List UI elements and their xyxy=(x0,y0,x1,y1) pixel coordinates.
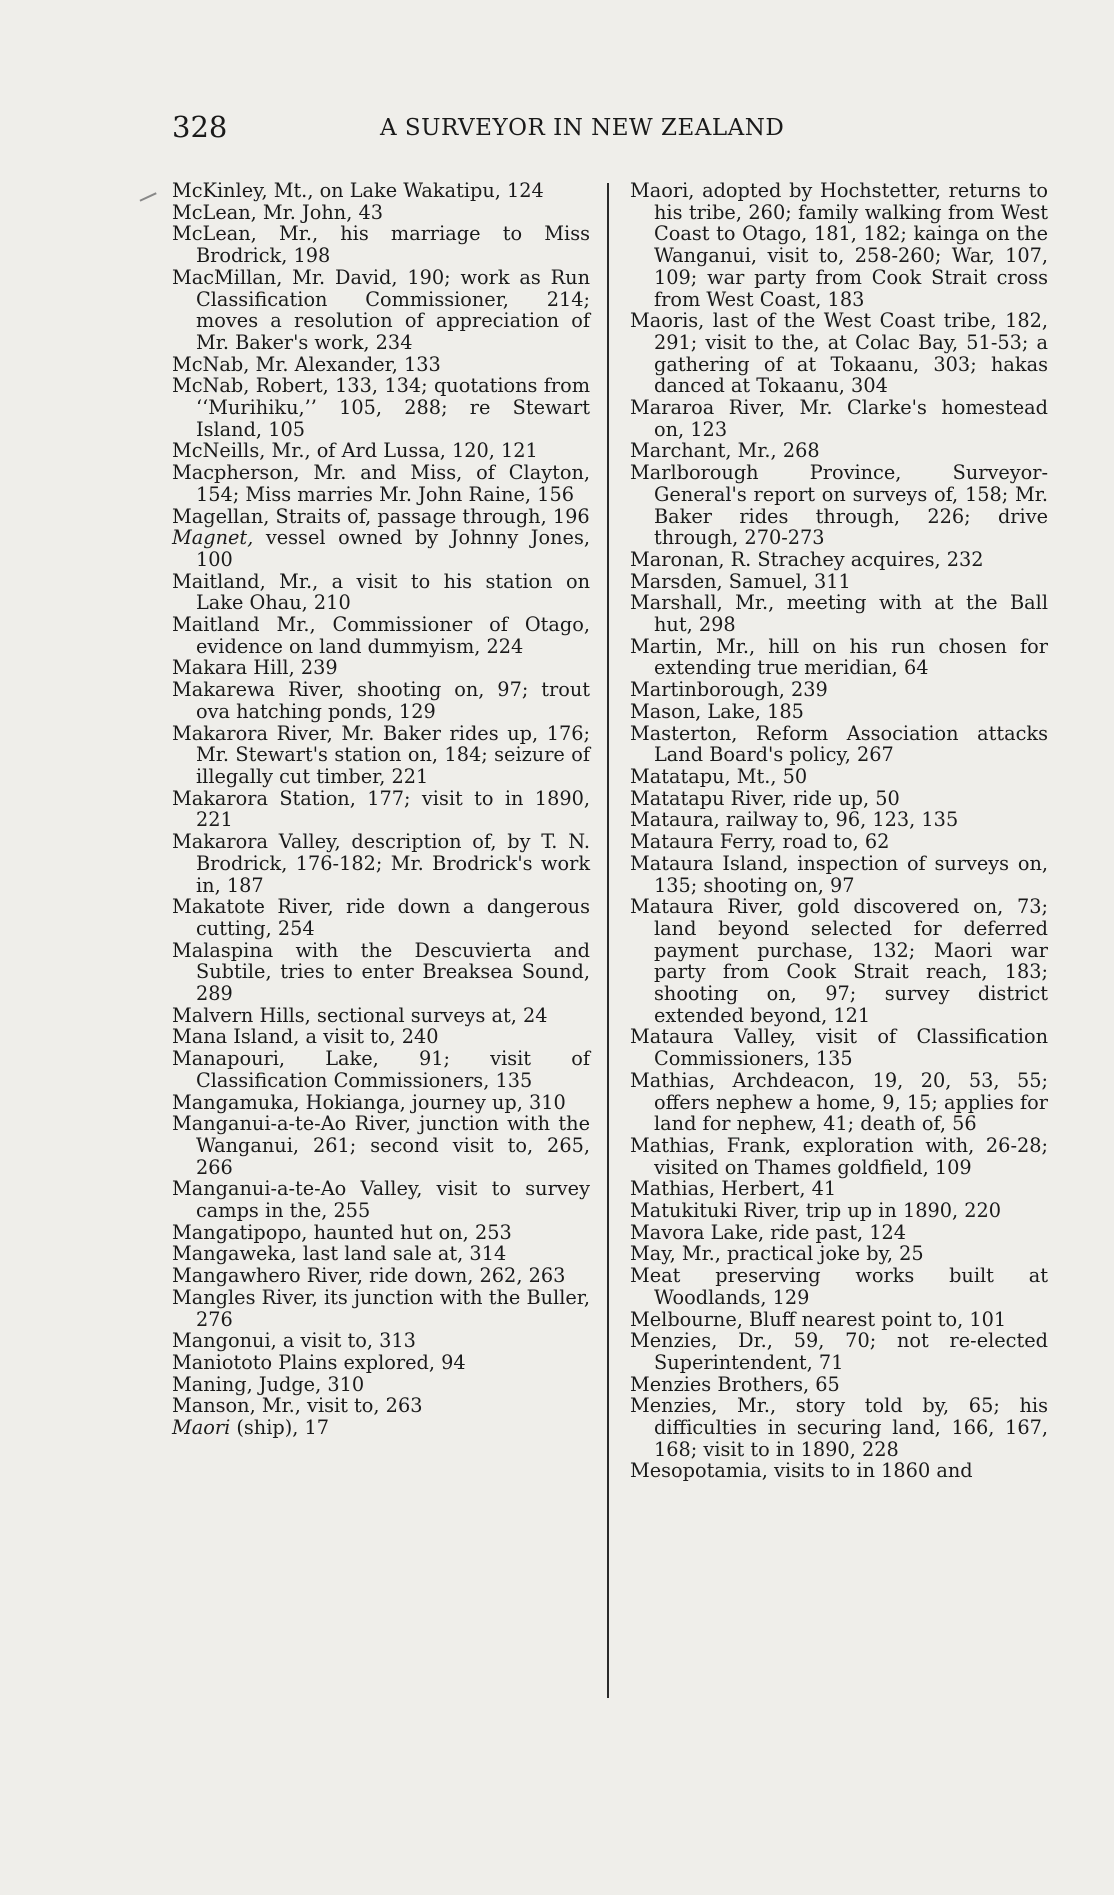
entry-text: Mavora Lake, ride past, 124 xyxy=(630,1220,907,1244)
entry-text: May, Mr., practical joke by, 25 xyxy=(630,1242,924,1266)
index-entry xyxy=(172,614,590,657)
entry-text: Matatapu, Mt., 50 xyxy=(630,764,808,788)
index-entry xyxy=(630,1395,1048,1460)
entry-text: Makara Hill, 239 xyxy=(172,656,338,680)
index-entry xyxy=(172,1222,590,1244)
italic-title: Magnet, xyxy=(172,526,254,550)
index-entry xyxy=(172,440,590,462)
entry-text: Mathias, Archdeacon, 19, 20, 53, 55; offers nephew a home, 9, 15; applies for land for nephew, 41; death of, 56 xyxy=(630,1068,1048,1136)
margin-pencil-mark xyxy=(140,192,157,201)
index-entry xyxy=(172,1352,590,1374)
entry-text: Maniototo Plains explored, 94 xyxy=(172,1350,466,1374)
entry-text: Manapouri, Lake, 91; visit of Classification Commissioners, 135 xyxy=(172,1047,590,1092)
index-entry xyxy=(630,1135,1048,1178)
entry-text: McNeills, Mr., of Ard Lussa, 120, 121 xyxy=(172,439,538,463)
entry-text: Mangonui, a visit to, 313 xyxy=(172,1329,416,1353)
entry-text: Mataura Island, inspection of surveys on, 135; shooting on, 97 xyxy=(630,851,1048,897)
index-entry xyxy=(172,1265,590,1287)
index-entry xyxy=(630,636,1048,679)
index-entry xyxy=(172,1287,590,1330)
index-entry xyxy=(172,657,590,679)
index-entry xyxy=(172,679,590,722)
entry-text: Martinborough, 239 xyxy=(630,678,828,702)
index-entry xyxy=(172,1330,590,1352)
index-entry xyxy=(630,1026,1048,1069)
italic-title: Maori xyxy=(172,1416,231,1440)
index-entry xyxy=(172,788,590,831)
index-entry xyxy=(630,1243,1048,1265)
entry-text: vessel owned by Johnny Jones, 100 xyxy=(196,526,590,571)
entry-text: Manson, Mr., visit to, 263 xyxy=(172,1394,423,1418)
index-entry xyxy=(630,809,1048,831)
index-entry xyxy=(630,679,1048,701)
entry-text: Menzies Brothers, 65 xyxy=(630,1372,840,1396)
entry-text: Maitland Mr., Commissioner of Otago, evidence on land dummyism, 224 xyxy=(172,613,590,658)
index-entry xyxy=(172,1395,590,1417)
index-entry xyxy=(630,1265,1048,1308)
index-entry xyxy=(172,571,590,614)
entry-text: McNab, Robert, 133, 134; quotations from ‘‘Murihiku,’’ 105, 288; re Stewart Island, 105 xyxy=(172,374,590,441)
index-entry xyxy=(630,831,1048,853)
index-entry xyxy=(630,766,1048,788)
index-entry xyxy=(630,549,1048,571)
entry-text: Macpherson, Mr. and Miss, of Clayton, 154; Miss marries Mr. John Raine, 156 xyxy=(172,461,590,506)
index-entry xyxy=(630,1222,1048,1244)
index-entry xyxy=(630,1070,1048,1135)
index-entry xyxy=(172,896,590,939)
entry-text: MacMillan, Mr. David, 190; work as Run Classification Commissioner, 214; moves a resolution of appreciation of Mr. Baker's work, 234 xyxy=(172,265,590,354)
entry-text: Matukituki River, trip up in 1890, 220 xyxy=(630,1199,1002,1223)
entry-text: Makarora Station, 177; visit to in 1890, 221 xyxy=(172,786,590,832)
index-entry xyxy=(172,462,590,505)
index-entry xyxy=(630,853,1048,896)
index-entry xyxy=(172,180,590,202)
entry-text: Makarora Valley, description of, by T. N. Brodrick, 176-182; Mr. Brodrick's work in, 187 xyxy=(172,830,590,897)
index-column-left xyxy=(172,180,590,1439)
index-entry xyxy=(172,940,590,1005)
index-entry xyxy=(172,1113,590,1178)
entry-text: Maori, adopted by Hochstetter, returns to his tribe, 260; family walking from West Coast to Otago, 181, 182; kainga on the Wanganui, visit to, 258-260; War, 107, 109; war party from Cook Strait cross from West Coast, 183 xyxy=(630,179,1048,311)
index-entry xyxy=(630,723,1048,766)
entry-text: Menzies, Mr., story told by, 65; his difficulties in securing land, 166, 167, 168; visit to in 1890, 228 xyxy=(630,1394,1048,1461)
entry-text: Mararoa River, Mr. Clarke's homestead on, 123 xyxy=(630,396,1048,441)
index-entry xyxy=(630,1460,1048,1482)
entry-text: Marchant, Mr., 268 xyxy=(630,439,820,463)
index-entry xyxy=(630,1330,1048,1373)
index-entry xyxy=(172,1374,590,1396)
entry-text: Mesopotamia, visits to in 1860 and xyxy=(630,1459,973,1483)
entry-text: Matatapu River, ride up, 50 xyxy=(630,786,900,810)
index-entry xyxy=(630,1374,1048,1396)
entry-text: Mataura Ferry, road to, 62 xyxy=(630,830,890,854)
entry-text: Marsden, Samuel, 311 xyxy=(630,569,851,593)
entry-text: Melbourne, Bluff nearest point to, 101 xyxy=(630,1307,1007,1331)
index-column-right xyxy=(630,180,1048,1482)
index-entry xyxy=(172,506,590,528)
index-entry xyxy=(172,1048,590,1091)
entry-text: (ship), 17 xyxy=(230,1416,330,1440)
entry-text: Manganui-a-te-Ao River, junction with the Wanganui, 261; second visit to, 265, 266 xyxy=(172,1112,590,1179)
entry-text: Mangamuka, Hokianga, journey up, 310 xyxy=(172,1090,566,1114)
running-title: A SURVEYOR IN NEW ZEALAND xyxy=(380,115,785,141)
index-entry xyxy=(172,1178,590,1221)
index-entry xyxy=(172,1417,590,1439)
entry-text: Martin, Mr., hill on his run chosen for extending true meridian, 64 xyxy=(630,634,1048,680)
index-entry xyxy=(172,1092,590,1114)
entry-text: Mataura Valley, visit of Classification Commissioners, 135 xyxy=(630,1025,1048,1071)
index-entry xyxy=(172,831,590,896)
index-entry xyxy=(630,701,1048,723)
entry-text: Mangles River, its junction with the Buller, 276 xyxy=(172,1285,590,1331)
index-entry xyxy=(630,1309,1048,1331)
entry-text: Menzies, Dr., 59, 70; not re-elected Superintendent, 71 xyxy=(630,1329,1048,1374)
index-entry xyxy=(172,527,590,570)
entry-text: Maning, Judge, 310 xyxy=(172,1372,365,1396)
entry-text: Maitland, Mr., a visit to his station on Lake Ohau, 210 xyxy=(172,569,590,615)
page-header xyxy=(0,110,1114,150)
index-entry xyxy=(630,462,1048,549)
entry-text: McLean, Mr., his marriage to Miss Brodrick, 198 xyxy=(172,222,590,268)
entry-text: Meat preserving works built at Woodlands, 129 xyxy=(630,1264,1048,1309)
index-entry xyxy=(630,440,1048,462)
entry-text: McNab, Mr. Alexander, 133 xyxy=(172,352,441,376)
entry-text: McLean, Mr. John, 43 xyxy=(172,200,383,224)
index-entry xyxy=(630,397,1048,440)
index-entry xyxy=(630,1178,1048,1200)
entry-text: Mangatipopo, haunted hut on, 253 xyxy=(172,1220,512,1244)
index-entry xyxy=(172,375,590,440)
entry-text: Mason, Lake, 185 xyxy=(630,699,804,723)
entry-text: Magellan, Straits of, passage through, 196 xyxy=(172,504,590,528)
index-entry xyxy=(630,788,1048,810)
index-entry xyxy=(630,592,1048,635)
index-entry xyxy=(172,1026,590,1048)
entry-text: Mathias, Herbert, 41 xyxy=(630,1177,837,1201)
entry-text: Malaspina with the Descuvierta and Subtile, tries to enter Breaksea Sound, 289 xyxy=(172,938,590,1006)
entry-text: Malvern Hills, sectional surveys at, 24 xyxy=(172,1003,548,1027)
entry-text: Maoris, last of the West Coast tribe, 182, 291; visit to the, at Colac Bay, 51-53; a gathering of at Tokaanu, 303; hakas danced at Tokaanu, 304 xyxy=(630,309,1048,398)
entry-text: Makarewa River, shooting on, 97; trout ova hatching ponds, 129 xyxy=(172,678,590,723)
index-entry xyxy=(630,896,1048,1026)
entry-text: Mana Island, a visit to, 240 xyxy=(172,1025,439,1049)
index-entry xyxy=(172,354,590,376)
index-entry xyxy=(172,202,590,224)
entry-text: Maronan, R. Strachey acquires, 232 xyxy=(630,547,984,571)
index-entry xyxy=(630,571,1048,593)
index-entry xyxy=(172,223,590,266)
column-divider xyxy=(607,183,609,1698)
entry-text: Mangawhero River, ride down, 262, 263 xyxy=(172,1264,566,1288)
entry-text: Mangaweka, last land sale at, 314 xyxy=(172,1242,507,1266)
index-entry xyxy=(630,180,1048,310)
index-entry xyxy=(630,310,1048,397)
index-entry xyxy=(172,723,590,788)
index-entry xyxy=(172,1243,590,1265)
entry-text: Makatote River, ride down a dangerous cutting, 254 xyxy=(172,895,590,940)
entry-text: Masterton, Reform Association attacks Land Board's policy, 267 xyxy=(630,721,1048,767)
index-entry xyxy=(630,1200,1048,1222)
entry-text: Makarora River, Mr. Baker rides up, 176; Mr. Stewart's station on, 184; seizure of illegally cut timber, 221 xyxy=(172,721,590,788)
page-number: 328 xyxy=(172,110,228,144)
index-entry xyxy=(172,267,590,354)
entry-text: Manganui-a-te-Ao Valley, visit to survey camps in the, 255 xyxy=(172,1177,590,1223)
entry-text: Mataura River, gold discovered on, 73; land beyond selected for deferred payment purchase, 132; Maori war party from Cook Strait reach, 183; shooting on, 97; survey district extended beyond, 121 xyxy=(630,895,1048,1027)
entry-text: Mathias, Frank, exploration with, 26-28; visited on Thames goldfield, 109 xyxy=(630,1133,1048,1179)
entry-text: Marshall, Mr., meeting with at the Ball hut, 298 xyxy=(630,591,1048,637)
entry-text: Marlborough Province, Surveyor-General's report on surveys of, 158; Mr. Baker rides through, 226; drive through, 270-273 xyxy=(630,461,1048,550)
index-entry xyxy=(172,1005,590,1027)
entry-text: Mataura, railway to, 96, 123, 135 xyxy=(630,808,959,832)
entry-text: McKinley, Mt., on Lake Wakatipu, 124 xyxy=(172,179,544,202)
